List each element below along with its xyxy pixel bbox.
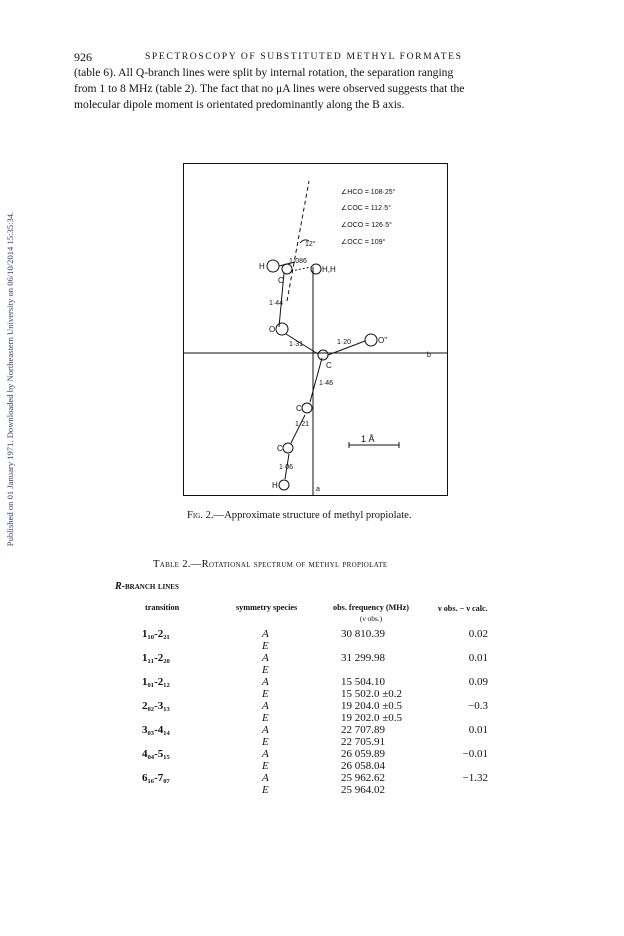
atom-label: C [326, 361, 332, 370]
frequency-cell: 22 705.91 [341, 736, 385, 748]
difference-cell: −0.01 [462, 748, 488, 760]
symmetry-cell: A [262, 724, 269, 736]
atom-label: C [278, 276, 284, 285]
atom-circle [318, 350, 328, 360]
transition-cell: 3₀₃-4₁₄ [142, 724, 170, 736]
difference-cell: −0.3 [468, 700, 488, 712]
frequency-cell: 25 964.02 [341, 784, 385, 796]
atom-label: O'' [378, 336, 388, 345]
atom-circle [276, 323, 288, 335]
bond-line [291, 415, 305, 443]
section-label-text: -branch lines [121, 581, 179, 592]
section-label [115, 581, 179, 592]
symmetry-cell: A [262, 772, 269, 784]
table-row [0, 664, 624, 676]
table-row [0, 628, 624, 640]
body-line: (table 6). All Q-branch lines were split by internal rotation, the separation ranging [74, 66, 454, 79]
symmetry-cell: A [262, 700, 269, 712]
table-title-text: —Rotational spectrum of methyl propiolate [190, 559, 388, 570]
figure-caption-label: Fig. 2. [187, 510, 214, 521]
table-row [0, 736, 624, 748]
table-title [153, 559, 387, 570]
symmetry-cell: E [262, 640, 269, 652]
frequency-cell: 26 058.04 [341, 760, 385, 772]
symmetry-cell: E [262, 688, 269, 700]
atom-label: C [296, 404, 302, 413]
atom-circle [267, 260, 279, 272]
atom-circle [302, 403, 312, 413]
frequency-cell: 15 504.10 [341, 676, 385, 688]
atom-label: O [269, 325, 276, 334]
download-watermark: Published on 01 January 1971. Downloaded by Northeastern University on 06/10/2014 15:35:34. [5, 211, 15, 547]
body-line: molecular dipole moment is orientated predominantly along the B axis. [74, 98, 405, 111]
table-row [0, 676, 624, 688]
transition-cell: 2₀₂-3₁₃ [142, 700, 170, 712]
frequency-cell: 30 810.39 [341, 628, 385, 640]
angle-label: ∠HCO = 108·25° [341, 189, 396, 196]
transition-cell: 4₀₄-5₁₅ [142, 748, 170, 760]
a-axis-label: a [316, 486, 320, 493]
body-paragraph [74, 65, 564, 113]
difference-cell: 0.01 [468, 724, 488, 736]
frequency-cell: 26 059.89 [341, 748, 385, 760]
symmetry-cell: A [262, 748, 269, 760]
table-row [0, 640, 624, 652]
difference-cell: 0.01 [468, 652, 488, 664]
atom-circle [283, 443, 293, 453]
transition-cell: 1₀₁-2₁₂ [142, 676, 170, 688]
symmetry-cell: E [262, 664, 269, 676]
figure-caption-text: —Approximate structure of methyl propiolate. [213, 510, 412, 521]
bond-length-label: 1·21 [295, 421, 310, 428]
body-line: from 1 to 8 MHz (table 2). The fact that no μA lines were observed suggests that the [74, 82, 465, 95]
angle-label: ∠OCO = 126·5° [341, 222, 392, 229]
table-row [0, 772, 624, 784]
frequency-cell: 25 962.62 [341, 772, 385, 784]
scale-bar-label: 1 Å [361, 434, 375, 444]
atom-circle [282, 264, 292, 274]
symmetry-cell: E [262, 784, 269, 796]
table-row [0, 724, 624, 736]
symmetry-cell: A [262, 652, 269, 664]
frequency-cell: 31 299.98 [341, 652, 385, 664]
frequency-header-text: obs. frequency (MHz) [333, 603, 410, 612]
table-row [0, 700, 624, 712]
bond-length-label: 1·31 [289, 341, 304, 348]
symmetry-cell: A [262, 676, 269, 688]
bond-length-label: 1·20 [337, 339, 352, 346]
bond-length-label: 1·06 [279, 464, 294, 471]
b-axis-label: b [427, 352, 431, 359]
running-head: SPECTROSCOPY OF SUBSTITUTED METHYL FORMATES [145, 51, 463, 62]
table-row [0, 748, 624, 760]
difference-cell: −1.32 [462, 772, 488, 784]
table-row [0, 784, 624, 796]
frequency-cell: 19 204.0 ±0.5 [341, 700, 403, 712]
atom-label: H [272, 481, 278, 490]
transition-cell: 6₁₆-7₀₇ [142, 772, 170, 784]
column-header-symmetry: symmetry species [236, 603, 298, 612]
frequency-cell: 22 707.89 [341, 724, 385, 736]
difference-cell: 0.09 [468, 676, 488, 688]
table-row [0, 652, 624, 664]
symmetry-cell: E [262, 760, 269, 772]
page-number: 926 [74, 50, 92, 64]
atom-label: H [259, 262, 265, 271]
bond-length-label: 1·46 [319, 380, 334, 387]
table-row [0, 712, 624, 724]
symmetry-cell: A [262, 628, 269, 640]
frequency-cell: 15 502.0 ±0.2 [341, 688, 403, 700]
atom-label: C [277, 444, 283, 453]
column-header-transition: transition [145, 603, 180, 612]
bond-line [291, 267, 311, 271]
atom-circle [365, 334, 377, 346]
symmetry-cell: E [262, 736, 269, 748]
symmetry-cell: E [262, 712, 269, 724]
molecule-diagram [183, 163, 448, 496]
figure-frame [184, 164, 448, 496]
angle-label: ∠COC = 112·5° [341, 205, 391, 212]
transition-cell: 1₁₁-2₂₀ [142, 652, 170, 664]
tilt-angle-label: 12° [305, 241, 316, 248]
section-label-italic: R [115, 581, 122, 592]
table-row [0, 688, 624, 700]
atom-label: H,H [322, 265, 336, 274]
column-header-difference: ν obs. − ν calc. [438, 604, 488, 613]
table-label: Table 2. [153, 559, 191, 570]
difference-cell: 0.02 [468, 628, 488, 640]
bond-length-label: 1·44 [269, 300, 284, 307]
frequency-header-sub: (ν obs.) [359, 614, 383, 623]
frequency-cell: 19 202.0 ±0.5 [341, 712, 403, 724]
column-header-frequency [333, 603, 409, 623]
angle-label: ∠OCC = 109° [341, 239, 386, 246]
bond-length-label: 1·086 [289, 258, 307, 265]
figure-caption [187, 510, 412, 521]
table-body [0, 628, 624, 796]
structure-figure [183, 163, 448, 496]
transition-cell: 1₁₀-2₂₁ [142, 628, 170, 640]
atom-circle [279, 480, 289, 490]
table-row [0, 760, 624, 772]
